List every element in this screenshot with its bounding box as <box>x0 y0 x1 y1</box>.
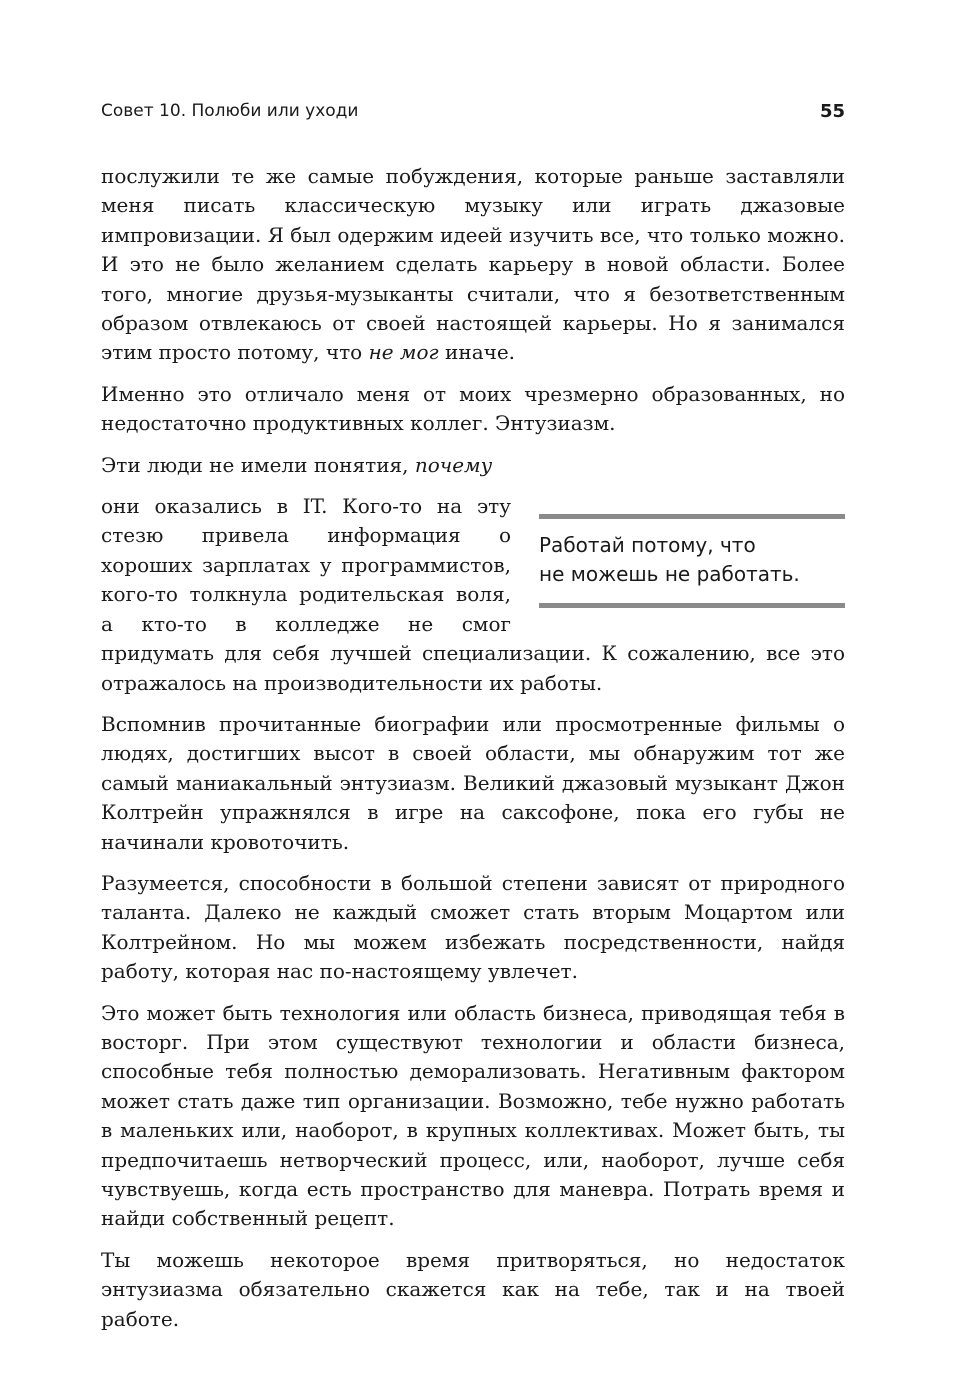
body-text: послужили те же самые побуждения, которые раньше заставляли меня писать классическую музыку или играть джазовые импровизации. Я был одержим идеей изучить все, что только можно. И это не было желанием сделать карьеру в новой области. Более того, многие друзья-музыканты считали, что я безответственным образом отвлекаюсь от своей настоящей карьеры. Но я занимался этим просто потому, что не мог иначе. Именно это отличало меня от моих чрезмерно образованных, но недостаточно продуктивных коллег. Энтузиазм. Эти люди не имели понятия, почему Работай потому, что не можешь не работать. они оказались в IT. Кого-то на эту стезю привела информация о хороших зарплатах у программистов, кого-то толкнула родительская воля, а кто-то в колледже не смог придумать для себя лучшей специализации. К сожалению, все это отражалось на производительности их работы. Вспомнив прочитанные биографии или просмотренные фильмы о людях, достигших высот в своей области, мы обнаружим тот же самый маниакальный энтузиазм. Великий джазовый музыкант Джон Колтрейн упражнялся в игре на саксофоне, пока его губы не начинали кровоточить. Разумеется, способности в большой степени зависят от природного таланта. Далеко не каждый сможет стать вторым Моцартом или Колтрейном. Но мы можем избежать посредственности, найдя работу, которая нас по-настоящему увлечет. Это может быть технология или область бизнеса, приводящая тебя в восторг. При этом существуют технологии и области бизнеса, способные тебя полностью деморализовать. Негативным фактором может стать даже тип организации. Возможно, тебе нужно работать в маленьких или, наоборот, в крупных коллективах. Может быть, ты предпочитаешь нетворческий процесс, или, наоборот, лучше себя чувствуешь, когда есть пространство для маневра. Потрать время и найди собственный рецепт. Ты можешь некоторое время притворяться, но недостаток энтузиазма обязательно скажется как на тебе, так и на твоей работе. <box>101 162 845 1346</box>
pull-quote-line-2: не можешь не работать. <box>539 562 800 587</box>
paragraph-6: Это может быть технология или область бизнеса, приводящая тебя в восторг. При этом существуют технологии и области бизнеса, способные тебя полностью деморализовать. Негативным фактором может стать даже тип организации. Возможно, тебе нужно работать в маленьких или, наоборот, в крупных коллективах. Может быть, ты предпочитаешь нетворческий процесс, или, наоборот, лучше себя чувствуешь, когда есть пространство для маневра. Потрать время и найди собственный рецепт. <box>101 1000 845 1231</box>
pull-quote <box>539 514 845 608</box>
paragraph-2: Именно это отличало меня от моих чрезмерно образованных, но недостаточно продуктивных коллег. Энтузиазм. <box>101 381 845 436</box>
pull-quote-line-1: Работай потому, что <box>539 533 756 558</box>
emphasis-text: не мог <box>368 340 439 365</box>
paragraph-5: Разумеется, способности в большой степени зависят от природного таланта. Далеко не каждый сможет стать вторым Моцартом или Колтрейном. Но мы можем избежать посредственности, найдя работу, которая нас по-настоящему увлечет. <box>101 870 845 984</box>
running-header <box>101 101 845 125</box>
chapter-title: Совет 10. Полюби или уходи <box>101 101 359 121</box>
emphasis-text: почему <box>414 452 493 477</box>
paragraph-3: Эти люди не имели понятия, почему <box>101 452 493 477</box>
page-number: 55 <box>819 101 845 122</box>
paragraph-1: послужили те же самые побуждения, которые раньше заставляли меня писать классическую музыку или играть джазовые импровизации. Я был одержим идеей изучить все, что только можно. И это не было желанием сделать карьеру в новой области. Более того, многие друзья-музыканты считали, что я безответственным образом отвлекаюсь от своей настоящей карьеры. Но я занимался этим просто потому, что не мог иначе. <box>101 164 845 365</box>
paragraph-7: Ты можешь некоторое время притворяться, но недостаток энтузиазма обязательно скажется как на тебе, так и на твоей работе. <box>101 1247 845 1331</box>
paragraph-4: Вспомнив прочитанные биографии или просмотренные фильмы о людях, достигших высот в своей области, мы обнаружим тот же самый маниакальный энтузиазм. Великий джазовый музыкант Джон Колтрейн упражнялся в игре на саксофоне, пока его губы не начинали кровоточить. <box>101 711 845 854</box>
